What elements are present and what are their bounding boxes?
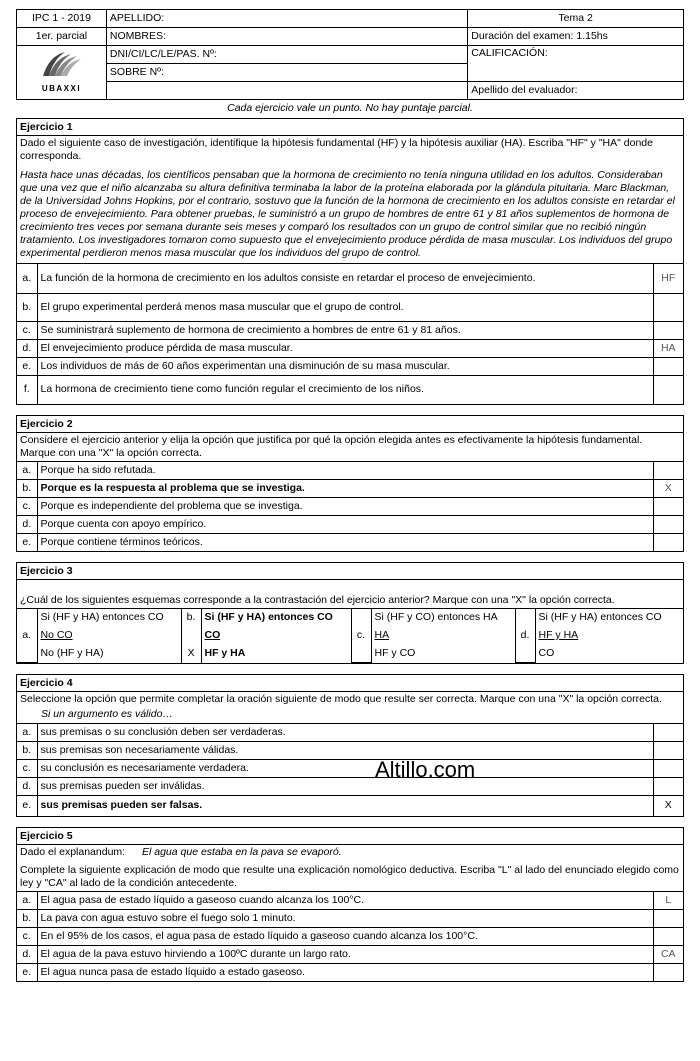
nombres-field[interactable]: NOMBRES: [106,28,467,46]
scheme-line: CO [204,629,221,641]
option-letter: b. [17,742,37,760]
explanandum-label: Dado el explanandum: [20,845,126,858]
option-row [17,461,683,479]
answer-cell[interactable] [653,724,683,742]
scheme-line: HF y CO [371,645,515,663]
option-letter: e. [17,963,37,981]
option-row [17,945,683,963]
scheme-line: HA [374,629,390,641]
option-text: La función de la hormona de crecimiento en los adultos consiste en retardar el proceso de envejecimiento. [37,264,653,294]
answer-cell[interactable] [653,760,683,778]
option-row [17,724,683,742]
sobre-field[interactable]: SOBRE Nº: [106,64,467,82]
option-text: La pava con agua estuvo sobre el fuego solo 1 minuto. [37,909,653,927]
answer-cell[interactable] [653,533,683,551]
answer-cell[interactable]: X [653,479,683,497]
option-text: sus premisas pueden ser falsas. [37,796,653,816]
option-text: Porque contiene términos teóricos. [37,533,653,551]
option-text: Porque es la respuesta al problema que se investiga. [37,479,653,497]
option-letter: d. [17,945,37,963]
answer-cell[interactable]: L [653,891,683,909]
option-text: La hormona de crecimiento tiene como función regular el crecimiento de los niños. [37,376,653,404]
exam-header [16,9,684,100]
blank-field [106,82,467,100]
option-letter: d. [17,515,37,533]
option-text: En el 95% de los casos, el agua pasa de estado líquido a gaseoso cuando alcanza los 100°C. [37,927,653,945]
option-text: sus premisas o su conclusión deben ser verdaderas. [37,724,653,742]
scheme-line: CO [535,645,683,663]
ubaxxi-logo-icon [39,50,83,80]
answer-cell[interactable] [653,461,683,479]
exercise-instructions: ¿Cuál de los siguientes esquemas corresponde a la contrastación del ejercicio anterior? Marque con una "X" la opción correcta. [20,594,615,606]
exercise-1 [16,118,684,405]
exercise-title: Ejercicio 5 [17,828,683,845]
tema-label: Tema 2 [468,10,684,28]
options-table [17,891,683,982]
scheme-line: Si (HF y CO) entonces HA [371,609,515,627]
option-letter: b. [17,909,37,927]
question-stem: Si un argumento es válido… [41,708,173,720]
duration-label: Duración del examen: 1.15hs [468,28,684,46]
scheme-line: No CO [40,629,73,641]
option-text: El envejecimiento produce pérdida de masa muscular. [37,340,653,358]
answer-cell[interactable]: X [653,796,683,816]
option-letter: d. [17,778,37,796]
option-letter: c. [17,760,37,778]
option-row [17,358,683,376]
option-row [17,264,683,294]
exercise-title: Ejercicio 1 [17,119,683,136]
answer-cell[interactable]: CA [653,945,683,963]
option-letter: d. [515,609,535,663]
exercise-4 [16,674,684,817]
answer-cell[interactable] [653,742,683,760]
option-letter: e. [17,533,37,551]
option-letter: a. [17,609,37,663]
answer-cell[interactable] [653,294,683,322]
options-table [17,723,683,816]
option-text: El agua de la pava estuvo hirviendo a 100ºC durante un largo rato. [37,945,653,963]
option-row [17,927,683,945]
option-letter: f. [17,376,37,404]
exercise-title: Ejercicio 3 [17,563,683,580]
option-letter: a. [17,461,37,479]
option-text: El agua pasa de estado líquido a gaseoso cuando alcanza los 100°C. [37,891,653,909]
option-text: sus premisas son necesariamente válidas. [37,742,653,760]
answer-cell[interactable] [653,497,683,515]
option-letter: a. [17,891,37,909]
answer-cell[interactable] [653,515,683,533]
answer-cell[interactable] [653,963,683,981]
logo-text: UBAXXI [41,84,82,93]
scheme-line: Si (HF y HA) entonces CO [535,609,683,627]
exam-label: 1er. parcial [17,28,107,46]
answer-cell[interactable]: HA [653,340,683,358]
answer-cell[interactable] [653,376,683,404]
exercise-title: Ejercicio 4 [17,675,683,692]
option-letter: b. [17,479,37,497]
apellido-field[interactable]: APELLIDO: [106,10,467,28]
answer-cell[interactable] [653,927,683,945]
scheme-line: Si (HF y HA) entonces CO [201,609,351,627]
option-letter: c. [17,322,37,340]
exercise-instructions: Complete la siguiente explicación de modo que resulte una explicación nomológico deductiva. Escriba "L" al lado del enunciado elegido como ley y "CA" al lado de la condición antecedente. [20,863,679,889]
option-row [17,515,683,533]
option-row [17,760,683,778]
course-label: IPC 1 - 2019 [17,10,107,28]
option-text: Porque cuenta con apoyo empírico. [37,515,653,533]
answer-cell[interactable]: X [181,645,201,663]
option-letter: c. [351,609,371,663]
answer-cell[interactable] [653,322,683,340]
option-letter: d. [17,340,37,358]
exercise-5 [16,827,684,983]
explanandum-text: El agua que estaba en la pava se evaporó. [142,845,342,858]
answer-cell[interactable]: HF [653,264,683,294]
option-row [17,909,683,927]
option-letter: a. [17,724,37,742]
option-letter: c. [17,927,37,945]
option-row [17,533,683,551]
option-letter: a. [17,264,37,294]
option-letter: e. [17,796,37,816]
option-row [17,340,683,358]
watermark: Altillo.com [375,757,476,782]
option-row [17,778,683,796]
scheme-line: HF y HA [538,629,579,641]
option-row [17,497,683,515]
option-letter: c. [17,497,37,515]
exercise-3 [16,562,684,664]
evaluador-field[interactable]: Apellido del evaluador: [468,82,684,100]
answer-cell[interactable] [653,909,683,927]
option-row [17,796,683,816]
option-text: Los individuos de más de 60 años experimentan una disminución de su masa muscular. [37,358,653,376]
exercise-title: Ejercicio 2 [17,416,683,433]
answer-cell[interactable] [653,358,683,376]
schemes-table [17,608,683,663]
scheme-line: No (HF y HA) [37,645,181,663]
options-table [17,461,683,552]
option-row [17,322,683,340]
option-text: Porque ha sido refutada. [37,461,653,479]
option-text: Se suministrará suplemento de hormona de crecimiento a hombres de entre 61 y 81 años. [37,322,653,340]
scheme-line: HF y HA [201,645,351,663]
option-text: sus premisas pueden ser inválidas. [37,778,653,796]
calificacion-field[interactable]: CALIFICACIÓN: [468,46,684,82]
exercise-instructions: Considere el ejercicio anterior y elija la opción que justifica por qué la opción elegida antes es efectivamente la hipótesis fundamental. Marque con una "X" la opción correcta. [20,433,643,459]
option-row [17,963,683,981]
option-row [17,891,683,909]
scheme-line: Si (HF y HA) entonces CO [37,609,181,627]
option-text: su conclusión es necesariamente verdadera. [37,760,653,778]
option-row [17,294,683,322]
option-row [17,742,683,760]
option-letter: e. [17,358,37,376]
explanandum-line [17,845,683,860]
option-letter: b. [17,294,37,322]
option-row [17,479,683,497]
exercise-instructions: Dado el siguiente caso de investigación, identifique la hipótesis fundamental (HF) y la hipótesis auxiliar (HA). Escriba "HF" y "HA" donde corresponda. [20,137,653,162]
exam-page [16,9,684,992]
exercise-instructions: Seleccione la opción que permite completar la oración siguiente de modo que resulte ser correcta. Marque con una "X" la opción correcta. [20,693,662,705]
scoring-note: Cada ejercicio vale un punto. No hay puntaje parcial. [227,102,473,114]
options-table [17,263,683,404]
dni-field[interactable]: DNI/CI/LC/LE/PAS. Nº: [106,46,467,64]
ubaxxi-logo [17,46,107,100]
option-text: El grupo experimental perderá menos masa muscular que el grupo de control. [37,294,653,322]
exercise-2 [16,415,684,553]
option-text: Porque es independiente del problema que se investiga. [37,497,653,515]
option-letter: b. [181,609,201,627]
case-text: Hasta hace unas décadas, los científicos pensaban que la hormona de crecimiento no tenía ninguna utilidad en los adultos. Consideraban que una vez que el niño alcanzaba su altura definitiva terminaba la labor de la proteína elaborada por la glándula pituitaria. Marc Blackman, de la Universidad Johns Hopkins, por el contrario, sostuvo que la función de la hormona de crecimiento en los adultos consiste en retardar el proceso de envejecimiento. Para obtener pruebas, le suministró a un grupo de hombres de entre 61 y 81 años suplementos de hormona de crecimiento tres veces por semana durante seis meses y comparó los resultados con un grupo de control similar que no recibió ningún tratamiento. Los investigadores tomaron como supuesto que el envejecimiento produce pérdida de masa muscular. Los individuos del grupo experimental perdieron menos masa muscular que los individuos del grupo de control. [20,169,675,259]
answer-cell[interactable] [653,778,683,796]
option-text: El agua nunca pasa de estado líquido a estado gaseoso. [37,963,653,981]
option-row [17,376,683,404]
